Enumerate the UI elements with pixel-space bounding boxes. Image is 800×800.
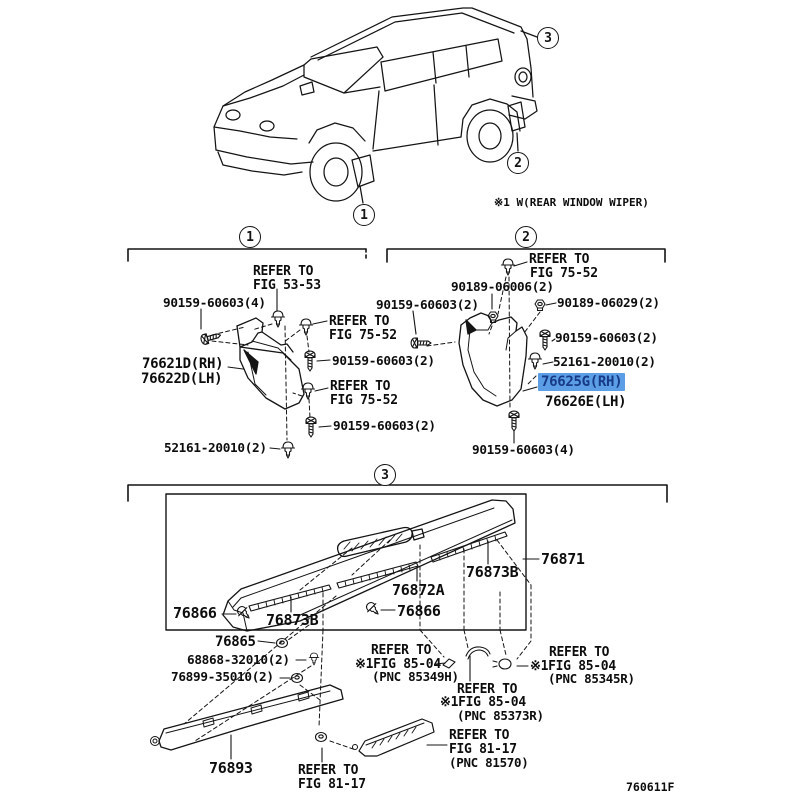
push-clip-icon: [272, 311, 285, 327]
grommet-icon: [316, 733, 327, 742]
bulb-icon: [499, 659, 511, 669]
part-90159-60603-2-d: 90159-60603(2): [555, 330, 658, 345]
license-lamp-parts: [443, 647, 511, 669]
refer-fig-81-17-right-2: FIG 81-17: [449, 742, 517, 757]
refer-fig-81-17-mid-2: FIG 81-17: [298, 777, 366, 792]
refer-fig-81-17-mid-1: REFER TO: [298, 763, 359, 778]
refer-fig-85-04-right-2: ※1FIG 85-04: [530, 659, 616, 674]
refer-fig-85-04-left-3: (PNC 85349H): [372, 669, 459, 684]
section1-assembly-dashes: [212, 324, 310, 440]
nut-icon: [535, 300, 545, 311]
part-90159-60603-4-rear: 90159-60603(4): [472, 442, 575, 457]
garnish-76893-part: [151, 685, 344, 750]
refer-fig-81-17-right-3: (PNC 81570): [449, 755, 529, 770]
car-callout-1: 1: [353, 204, 375, 226]
section-3-number: 3: [374, 464, 396, 486]
part-68868-32010: 68868-32010(2): [187, 652, 290, 667]
refer-fig-85-04-right-3: (PNC 85345R): [548, 671, 635, 686]
part-90159-60603-2-c: 90159-60603(2): [376, 297, 479, 312]
refer-fig-81-17-right-1: REFER TO: [449, 728, 510, 743]
part-76899-35010: 76899-35010(2): [171, 669, 274, 684]
push-clip-icon: [282, 442, 295, 458]
part-76873b-left: 76873B: [266, 611, 319, 629]
part-90159-60603-4-front: 90159-60603(4): [163, 295, 266, 310]
refer-fig-75-52-a1: REFER TO: [329, 314, 390, 329]
diagram-code: 760611F: [626, 780, 675, 794]
screw-icon: [200, 330, 222, 345]
refer-fig-85-04-left-2: ※1FIG 85-04: [355, 657, 441, 672]
refer-fig-75-52-c1: REFER TO: [529, 252, 590, 267]
refer-fig-85-04-left-1: REFER TO: [371, 643, 432, 658]
part-76871: 76871: [541, 550, 585, 568]
part-76872a: 76872A: [392, 581, 445, 599]
refer-fig-75-52-b1: REFER TO: [330, 379, 391, 394]
push-clip-icon: [364, 600, 382, 618]
part-76626e-lh: 76626E(LH): [545, 394, 627, 410]
part-76865: 76865: [215, 634, 256, 650]
refer-fig-75-52-b2: FIG 75-52: [330, 393, 398, 408]
part-76866-left: 76866: [173, 604, 217, 622]
part-52161-20010-front: 52161-20010(2): [164, 440, 267, 455]
rear-window-wiper-note: ※1 W(REAR WINDOW WIPER): [494, 196, 649, 209]
push-clip-icon: [529, 353, 542, 369]
car-callout-3: 3: [537, 27, 559, 49]
screw-icon: [411, 338, 431, 348]
push-clip-icon: [309, 653, 319, 665]
refer-fig-85-04-mid-1: REFER TO: [457, 682, 518, 697]
part-76873b-right: 76873B: [466, 563, 519, 581]
spoiler-assembly-box: [166, 494, 526, 630]
grommet-icon: [277, 639, 288, 648]
screw-icon: [509, 411, 519, 431]
push-clip-icon: [502, 259, 515, 275]
refer-fig-53-53-line2: FIG 53-53: [253, 278, 321, 293]
front-mudguard-location: [352, 155, 374, 187]
part-76622d-lh: 76622D(LH): [141, 371, 223, 387]
refer-fig-75-52-a2: FIG 75-52: [329, 328, 397, 343]
part-76625g-rh-highlighted[interactable]: 76625G(RH): [538, 373, 625, 391]
refer-fig-53-53-line1: REFER TO: [253, 264, 314, 279]
front-mudguard-part: [237, 318, 304, 409]
push-clip-icon: [300, 319, 313, 335]
part-90189-06006: 90189-06006(2): [451, 279, 554, 294]
refer-fig-85-04-mid-3: (PNC 85373R): [457, 708, 544, 723]
screw-icon: [306, 417, 316, 437]
rear-mudguard-part: [459, 313, 527, 406]
part-76893: 76893: [209, 759, 253, 777]
section-2-number: 2: [515, 226, 537, 248]
refer-fig-75-52-c2: FIG 75-52: [530, 266, 598, 281]
side-lamp-81570-part: [353, 719, 435, 756]
strip-76873b-right: [431, 532, 507, 562]
car-illustration: [214, 8, 537, 203]
part-76621d-rh: 76621D(RH): [142, 356, 224, 372]
part-52161-20010-rear: 52161-20010(2): [553, 354, 656, 369]
screw-icon: [305, 351, 315, 371]
part-76866-right: 76866: [397, 602, 441, 620]
refer-fig-85-04-right-1: REFER TO: [549, 645, 610, 660]
part-90159-60603-2-a: 90159-60603(2): [332, 353, 435, 368]
part-90159-60603-2-b: 90159-60603(2): [333, 418, 436, 433]
section-1-number: 1: [239, 226, 261, 248]
screw-icon: [540, 330, 550, 350]
car-callout-2: 2: [507, 152, 529, 174]
refer-fig-85-04-mid-2: ※1FIG 85-04: [440, 695, 526, 710]
part-90189-06029: 90189-06029(2): [557, 295, 660, 310]
